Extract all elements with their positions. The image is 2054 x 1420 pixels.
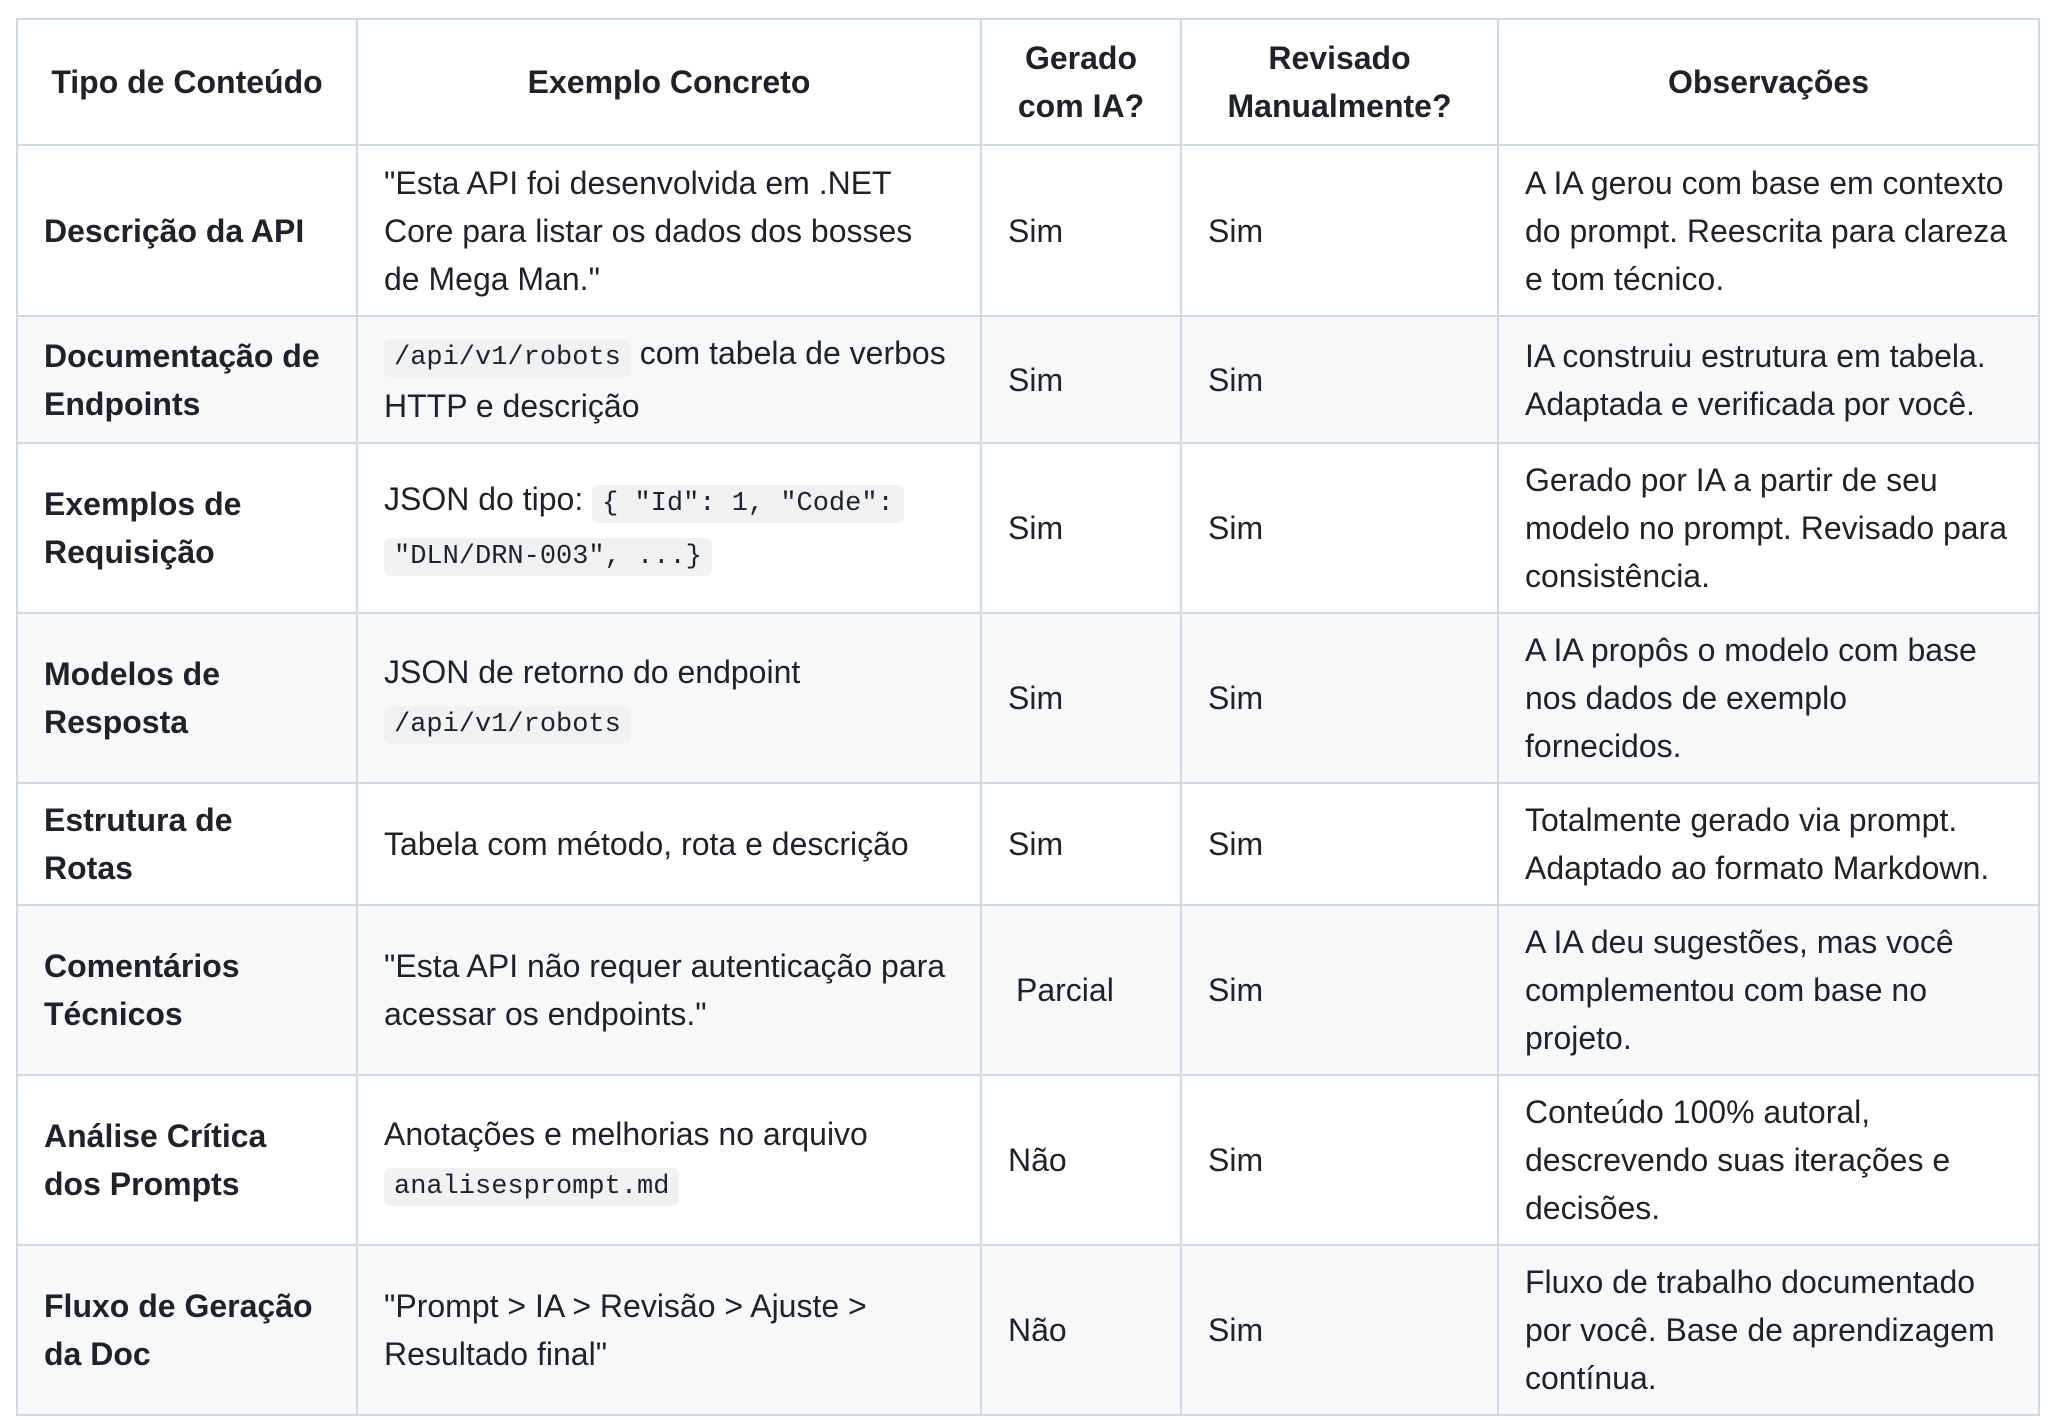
cell-revisado: Sim — [1181, 613, 1498, 783]
cell-gerado: Sim — [981, 316, 1181, 443]
table-row — [17, 783, 2039, 905]
exemplo-text: Anotações e melhorias no arquivo — [384, 1115, 868, 1152]
cell-obs: A IA deu sugestões, mas você complementou com base no projeto. — [1498, 905, 2039, 1075]
cell-tipo: Exemplos de Requisição — [17, 443, 357, 613]
cell-exemplo — [357, 1075, 981, 1245]
cell-obs: Totalmente gerado via prompt. Adaptado ao formato Markdown. — [1498, 783, 2039, 905]
exemplo-text: Tabela com método, rota e descrição — [384, 826, 909, 862]
table-row — [17, 145, 2039, 316]
document-container — [16, 18, 2038, 1416]
header-tipo: Tipo de Conteúdo — [17, 19, 357, 145]
cell-exemplo — [357, 316, 981, 443]
cell-obs: Fluxo de trabalho documentado por você. Base de aprendizagem contínua. — [1498, 1245, 2039, 1415]
cell-tipo: Documentação de Endpoints — [17, 316, 357, 443]
cell-tipo: Fluxo de Geração da Doc — [17, 1245, 357, 1415]
exemplo-text: com tabela de verbos HTTP e descrição — [384, 335, 946, 424]
cell-tipo: Modelos de Resposta — [17, 613, 357, 783]
table-row — [17, 1075, 2039, 1245]
cell-tipo: Comentários Técnicos — [17, 905, 357, 1075]
table-body — [17, 145, 2039, 1415]
header-exemplo: Exemplo Concreto — [357, 19, 981, 145]
cell-revisado: Sim — [1181, 1245, 1498, 1415]
cell-obs: IA construiu estrutura em tabela. Adaptada e verificada por você. — [1498, 316, 2039, 443]
header-row — [17, 19, 2039, 145]
cell-exemplo — [357, 783, 981, 905]
cell-gerado: Sim — [981, 145, 1181, 316]
exemplo-text: "Esta API não requer autenticação para acessar os endpoints." — [384, 948, 946, 1032]
table-row — [17, 613, 2039, 783]
cell-gerado: Não — [981, 1245, 1181, 1415]
cell-gerado: Sim — [981, 613, 1181, 783]
cell-tipo: Descrição da API — [17, 145, 357, 316]
cell-obs: A IA gerou com base em contexto do prompt. Reescrita para clareza e tom técnico. — [1498, 145, 2039, 316]
cell-obs: A IA propôs o modelo com base nos dados de exemplo fornecidos. — [1498, 613, 2039, 783]
header-gerado: Gerado com IA? — [981, 19, 1181, 145]
cell-exemplo — [357, 145, 981, 316]
content-table — [16, 18, 2040, 1416]
cell-revisado: Sim — [1181, 145, 1498, 316]
inline-code: { "Id": 1, "Code": "DLN/DRN-003", ...} — [384, 485, 904, 576]
cell-exemplo — [357, 613, 981, 783]
cell-revisado: Sim — [1181, 443, 1498, 613]
exemplo-text: JSON de retorno do endpoint — [384, 653, 801, 690]
header-revisado: Revisado Manualmente? — [1181, 19, 1498, 145]
table-header — [17, 19, 2039, 145]
cell-gerado: Sim — [981, 783, 1181, 905]
table-row — [17, 905, 2039, 1075]
cell-revisado: Sim — [1181, 783, 1498, 905]
cell-obs: Gerado por IA a partir de seu modelo no prompt. Revisado para consistência. — [1498, 443, 2039, 613]
cell-exemplo — [357, 1245, 981, 1415]
cell-gerado: Sim — [981, 443, 1181, 613]
exemplo-text: "Esta API foi desenvolvida em .NET Core para listar os dados dos bosses de Mega Man." — [384, 164, 913, 297]
inline-code: /api/v1/robots — [384, 706, 631, 744]
cell-tipo: Análise Crítica dos Prompts — [17, 1075, 357, 1245]
table-row — [17, 316, 2039, 443]
cell-gerado: Parcial — [981, 905, 1181, 1075]
header-obs: Observações — [1498, 19, 2039, 145]
cell-gerado: Não — [981, 1075, 1181, 1245]
table-row — [17, 443, 2039, 613]
cell-exemplo — [357, 905, 981, 1075]
cell-revisado: Sim — [1181, 316, 1498, 443]
table-row — [17, 1245, 2039, 1415]
exemplo-text: "Prompt > IA > Revisão > Ajuste > Resultado final" — [384, 1288, 867, 1372]
inline-code: /api/v1/robots — [384, 339, 631, 377]
cell-obs: Conteúdo 100% autoral, descrevendo suas iterações e decisões. — [1498, 1075, 2039, 1245]
cell-revisado: Sim — [1181, 1075, 1498, 1245]
inline-code: analisesprompt.md — [384, 1168, 679, 1206]
cell-tipo: Estrutura de Rotas — [17, 783, 357, 905]
exemplo-text: JSON do tipo: — [384, 481, 593, 517]
cell-exemplo — [357, 443, 981, 613]
cell-revisado: Sim — [1181, 905, 1498, 1075]
